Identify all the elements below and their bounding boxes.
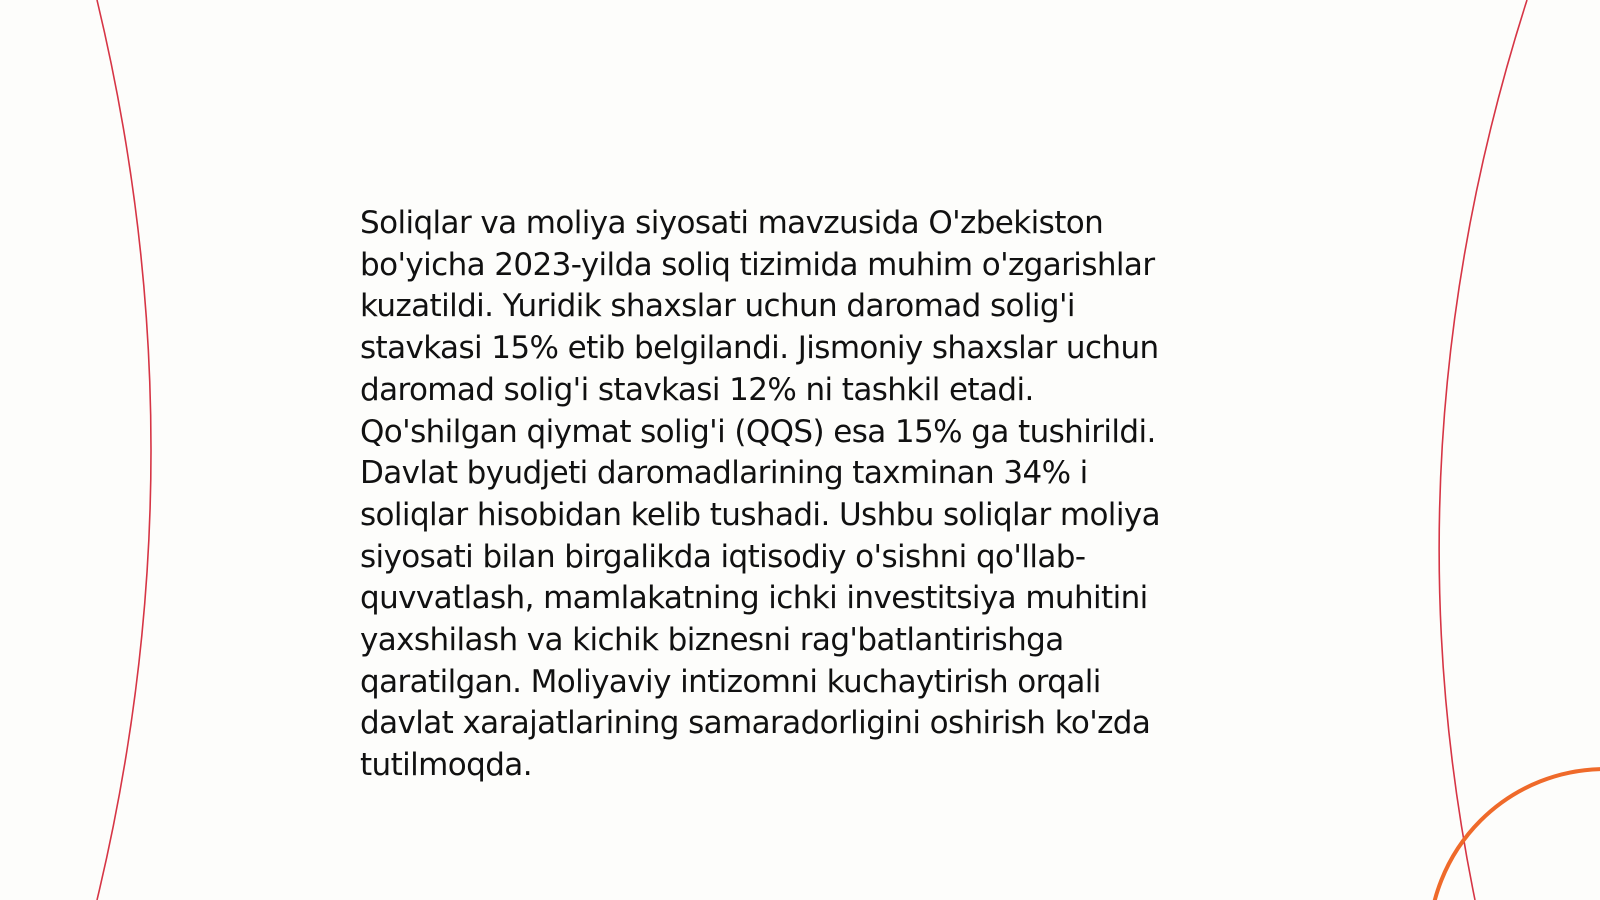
text-line: daromad solig'i stavkasi 12% ni tashkil etadi. [360, 371, 1034, 408]
text-line: quvvatlash, mamlakatning ichki investitsiya muhitini [360, 580, 1148, 617]
text-line: kuzatildi. Yuridik shaxslar uchun daromad solig'i [360, 288, 1075, 325]
text-line: soliqlar hisobidan kelib tushadi. Ushbu soliqlar moliya [360, 496, 1160, 533]
text-line: qaratilgan. Moliyaviy intizomni kuchaytirish orqali [360, 663, 1101, 700]
text-line: davlat xarajatlarining samaradorligini oshirish ko'zda [360, 705, 1151, 742]
orange-arc-decoration [1429, 769, 1600, 900]
text-line: bo'yicha 2023-yilda soliq tizimida muhim o'zgarishlar [360, 246, 1155, 283]
left-curve-decoration [97, 0, 151, 900]
text-line: yaxshilash va kichik biznesni rag'batlantirishga [360, 622, 1064, 659]
text-line: siyosati bilan birgalikda iqtisodiy o'sishni qo'llab- [360, 538, 1086, 575]
text-line: Qo'shilgan qiymat solig'i (QQS) esa 15% ga tushirildi. [360, 413, 1156, 450]
text-line: Davlat byudjeti daromadlarining taxminan 34% i [360, 455, 1088, 492]
text-line: stavkasi 15% etib belgilandi. Jismoniy shaxslar uchun [360, 330, 1159, 367]
body-text [360, 203, 1260, 787]
text-line: Soliqlar va moliya siyosati mavzusida O'zbekiston [360, 205, 1104, 241]
text-line: tutilmoqda. [360, 747, 532, 784]
right-curve-decoration [1439, 0, 1527, 900]
